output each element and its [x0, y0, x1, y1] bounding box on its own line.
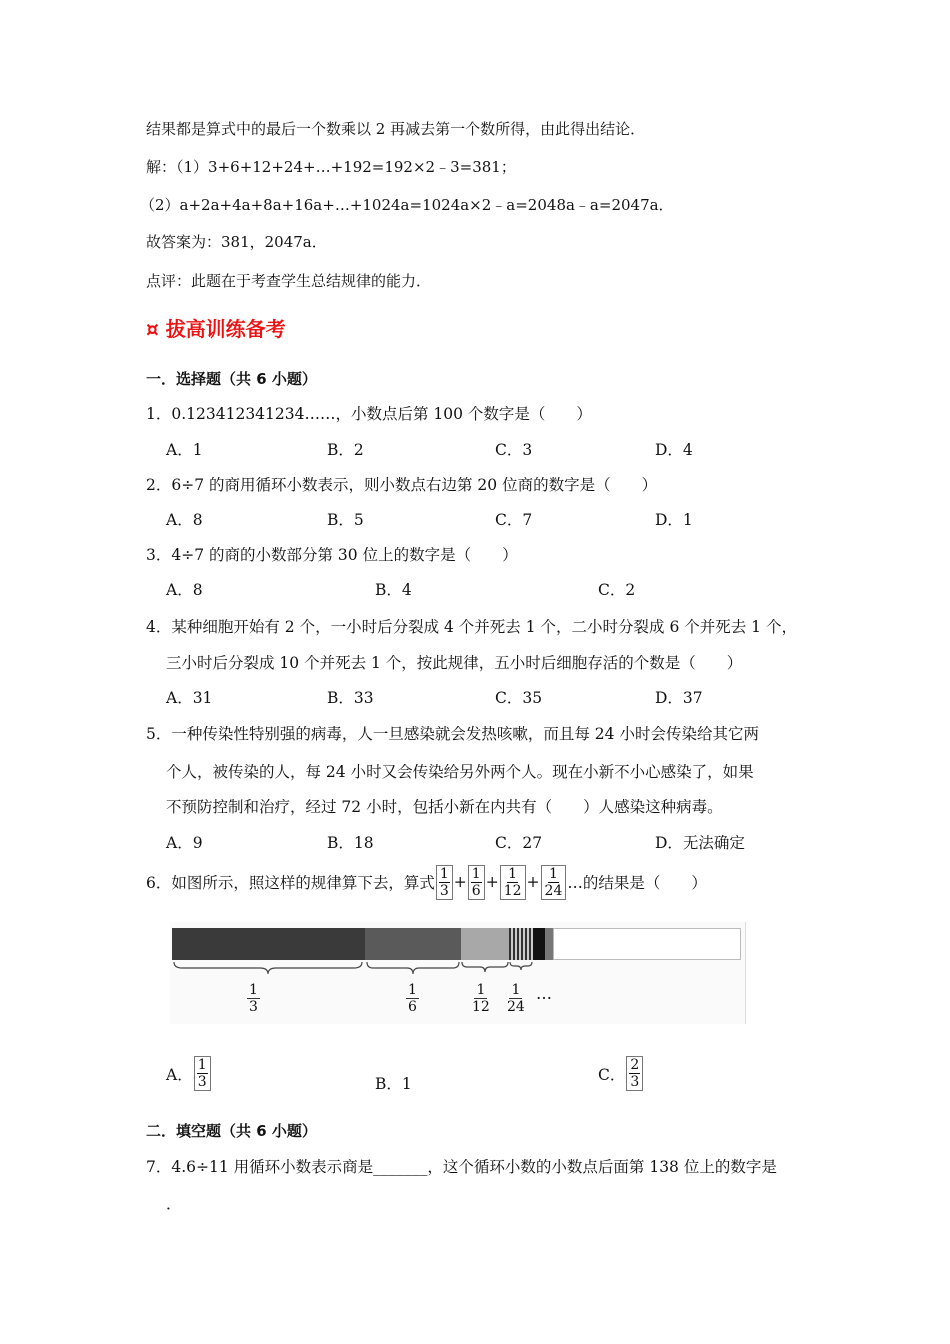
q3-option-b[interactable]: B．4 — [375, 581, 412, 599]
q2-option-b[interactable]: B．5 — [327, 511, 364, 529]
part2-title: 二．填空题（共 6 小题） — [146, 1122, 317, 1140]
question-7: 7．4.6÷11 用循环小数表示商是_______，这个循环小数的小数点后面第 138 位上的数字是 — [146, 1158, 777, 1176]
fraction-bar-figure — [170, 922, 745, 1024]
q4-option-a[interactable]: A．31 — [166, 689, 213, 707]
figure-ellipsis: … — [536, 984, 552, 1003]
bar-segment-1-12 — [461, 928, 509, 960]
question-7-cont: ． — [166, 1195, 182, 1213]
q6-option-a[interactable]: A． $\frac{1}{3}$ — [166, 1056, 212, 1091]
bar-segment-rest — [533, 928, 545, 960]
part1-title: 一．选择题（共 6 小题） — [146, 370, 317, 388]
question-2: 2．6÷7 的商用循环小数表示，则小数点右边第 20 位商的数字是（ ） — [146, 476, 658, 494]
q2-option-c[interactable]: C．7 — [495, 511, 533, 529]
q3-option-c[interactable]: C．2 — [598, 581, 636, 599]
q5-option-a[interactable]: A．9 — [166, 834, 203, 852]
question-5: 5．一种传染性特别强的病毒，人一旦感染就会发热咳嗽，而且每 24 小时会传染给其它两 — [146, 725, 759, 743]
figure-label-1-6: 1 6 — [408, 982, 417, 1015]
q4-option-b[interactable]: B．33 — [327, 689, 374, 707]
bar-segment-1-24 — [509, 928, 533, 960]
q3-option-a[interactable]: A．8 — [166, 581, 203, 599]
q6-prefix: 6．如图所示，照这样的规律算下去，算式 — [146, 874, 435, 892]
question-3: 3．4÷7 的商的小数部分第 30 位上的数字是（ ） — [146, 546, 518, 564]
q5-option-c[interactable]: C．27 — [495, 834, 543, 852]
plus-sign: + — [485, 873, 499, 891]
intro-line-1: 结果都是算式中的最后一个数乘以 2 再减去第一个数所得，由此得出结论． — [146, 120, 646, 138]
question-5-cont2: 不预防控制和治疗，经过 72 小时，包括小新在内共有（ ）人感染这种病毒。 — [166, 798, 723, 816]
plus-sign: + — [453, 873, 467, 891]
question-5-cont: 个人，被传染的人，每 24 小时又会传染给另外两个人。现在小新不小心感染了，如果 — [166, 763, 754, 781]
q1-option-c[interactable]: C．3 — [495, 441, 533, 459]
intro-line-3: （2）a+2a+4a+8a+16a+…+1024a=1024a×2﹣a=2048a﹣a=2047a． — [140, 196, 674, 214]
fraction-1-24: $\frac{1}{24}$ — [541, 865, 567, 900]
option-c-fraction: $\frac{2}{3}$ — [626, 1056, 643, 1091]
figure-label-1-12: 1 12 — [472, 982, 490, 1015]
bar-segment-rest-2 — [545, 928, 553, 960]
intro-line-4: 故答案为：381，2047a． — [146, 233, 327, 251]
q4-option-c[interactable]: C．35 — [495, 689, 543, 707]
q5-option-d[interactable]: D．无法确定 — [655, 834, 745, 852]
figure-label-1-3: 1 3 — [249, 982, 258, 1015]
q1-option-a[interactable]: A．1 — [166, 441, 203, 459]
plus-sign: + — [526, 873, 540, 891]
fraction-1-3: $\frac{1}{3}$ — [436, 865, 453, 900]
intro-line-5: 点评：此题在于考查学生总结规律的能力． — [146, 272, 432, 290]
braces — [170, 960, 745, 976]
q2-option-d[interactable]: D．1 — [655, 511, 693, 529]
question-1: 1．0.123412341234……，小数点后第 100 个数字是（ ） — [146, 405, 592, 423]
fraction-1-6: $\frac{1}{6}$ — [468, 865, 485, 900]
bar-segment-empty — [553, 928, 741, 960]
fraction-1-12: $\frac{1}{12}$ — [500, 865, 526, 900]
q1-option-b[interactable]: B．2 — [327, 441, 364, 459]
q6-option-b[interactable]: B．1 — [375, 1075, 412, 1093]
bar-segment-1-6 — [365, 928, 461, 960]
intro-line-2: 解：（1）3+6+12+24+…+192=192×2﹣3=381； — [146, 158, 516, 176]
question-4: 4．某种细胞开始有 2 个，一小时后分裂成 4 个并死去 1 个，二小时分裂成 6 个并死去 1 个， — [146, 618, 797, 636]
q6-suffix: …的结果是（ ） — [567, 874, 707, 892]
question-4-cont: 三小时后分裂成 10 个并死去 1 个，按此规律，五小时后细胞存活的个数是（ ） — [166, 654, 743, 672]
option-a-fraction: $\frac{1}{3}$ — [194, 1056, 211, 1091]
section-title: ¤ 拔高训练备考 — [146, 317, 286, 341]
figure-label-1-24: 1 24 — [507, 982, 525, 1015]
bar-segment-1-3 — [172, 928, 365, 960]
q4-option-d[interactable]: D．37 — [655, 689, 703, 707]
q6-option-c[interactable]: C． $\frac{2}{3}$ — [598, 1056, 644, 1091]
q2-option-a[interactable]: A．8 — [166, 511, 203, 529]
question-6 — [146, 860, 707, 904]
q5-option-b[interactable]: B．18 — [327, 834, 374, 852]
q1-option-d[interactable]: D．4 — [655, 441, 693, 459]
